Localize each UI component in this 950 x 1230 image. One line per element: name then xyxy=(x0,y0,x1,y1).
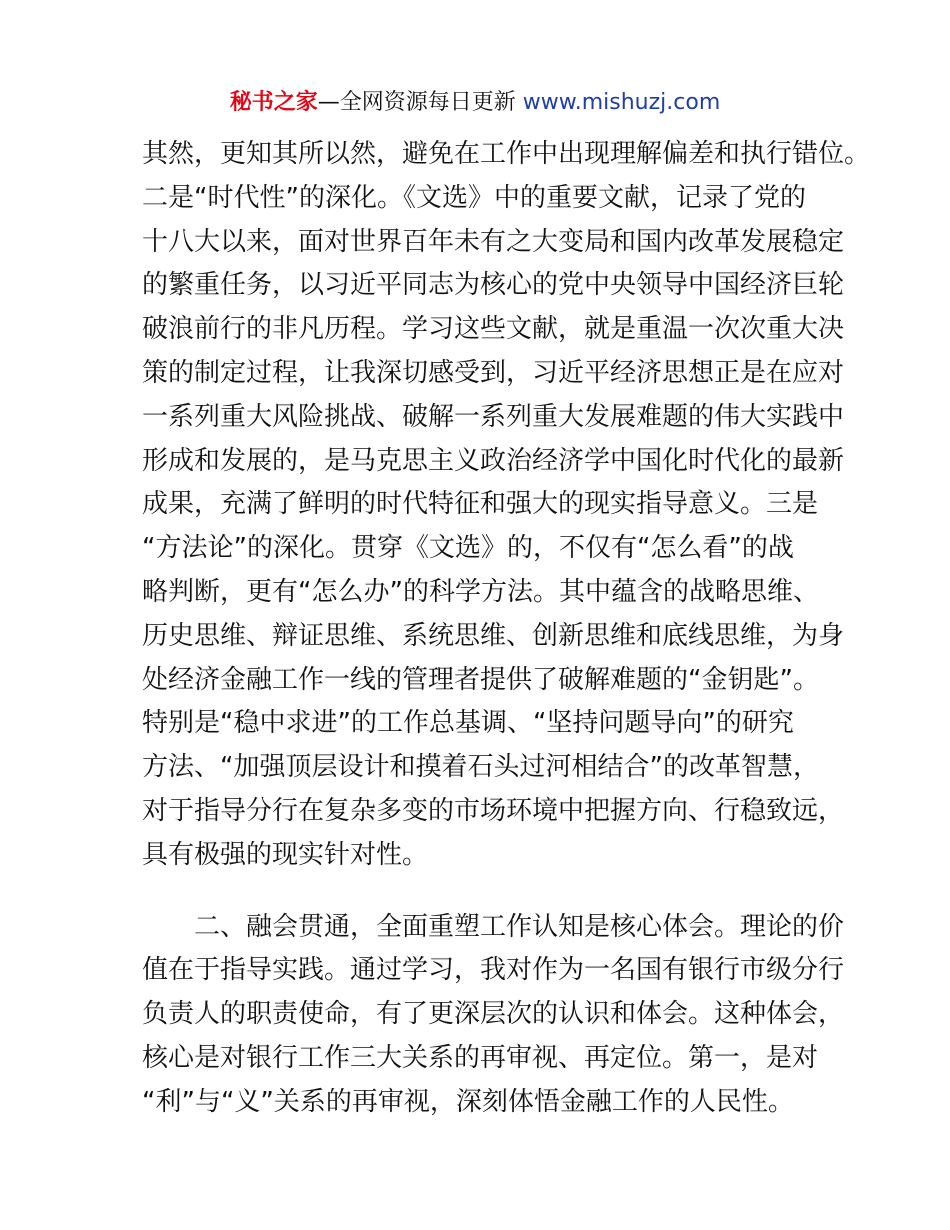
site-url-link[interactable]: www.mishuzj.com xyxy=(522,90,721,115)
site-name: 秘书之家 xyxy=(229,90,318,115)
text-line: 具有极强的现实针对性。 xyxy=(142,839,429,870)
paragraph-1 xyxy=(142,133,871,878)
text-line: 策的制定过程，让我深切感受到，习近平经济思想正是在应对 xyxy=(142,357,845,388)
text-line: “方法论”的深化。贯穿《文选》的，不仅有“怎么看”的战 xyxy=(142,533,794,564)
text-line: “利”与“义”关系的再审视，深刻体悟金融工作的人民性。 xyxy=(142,1086,794,1117)
text-line: 历史思维、辩证思维、系统思维、创新思维和底线思维，为身 xyxy=(142,620,845,651)
text-line: 对于指导分行在复杂多变的市场环境中把握方向、行稳致远， xyxy=(142,795,845,826)
text-line: 的繁重任务，以习近平同志为核心的党中央领导中国经济巨轮 xyxy=(142,270,845,301)
text-line: 特别是“稳中求进”的工作总基调、“坚持问题导向”的研究 xyxy=(142,708,794,739)
text-line: 方法、“加强顶层设计和摸着石头过河相结合”的改革智慧， xyxy=(142,752,819,783)
text-line: 形成和发展的，是马克思主义政治经济学中国化时代化的最新 xyxy=(142,445,845,476)
page-header xyxy=(0,88,950,118)
text-line: 值在于指导实践。通过学习，我对作为一名国有银行市级分行 xyxy=(142,955,845,986)
text-line: 略判断，更有“怎么办”的科学方法。其中蕴含的战略思维、 xyxy=(142,576,819,607)
text-line: 一系列重大风险挑战、破解一系列重大发展难题的伟大实践中 xyxy=(142,401,845,432)
text-line: 十八大以来，面对世界百年未有之大变局和国内改革发展稳定 xyxy=(142,226,845,257)
paragraph-gap xyxy=(142,878,822,906)
text-line: 负责人的职责使命，有了更深层次的认识和体会。这种体会， xyxy=(142,999,845,1030)
text-line: 二、融会贯通，全面重塑工作认知是核心体会。理论的价 xyxy=(194,911,845,942)
paragraph-2 xyxy=(142,906,845,1125)
document-body xyxy=(142,133,871,1125)
text-line: 破浪前行的非凡历程。学习这些文献，就是重温一次次重大决 xyxy=(142,314,845,345)
text-line: 其然，更知其所以然，避免在工作中出现理解偏差和执行错位。 xyxy=(142,139,871,169)
text-line: 核心是对银行工作三大关系的再审视、再定位。第一，是对 xyxy=(142,1042,819,1073)
site-tagline: —全网资源每日更新 xyxy=(317,90,523,115)
text-line: 二是“时代性”的深化。《文选》中的重要文献，记录了党的 xyxy=(142,182,806,213)
text-line: 处经济金融工作一线的管理者提供了破解难题的“金钥匙”。 xyxy=(142,664,819,695)
text-line: 成果，充满了鲜明的时代特征和强大的现实指导意义。三是 xyxy=(142,489,819,520)
